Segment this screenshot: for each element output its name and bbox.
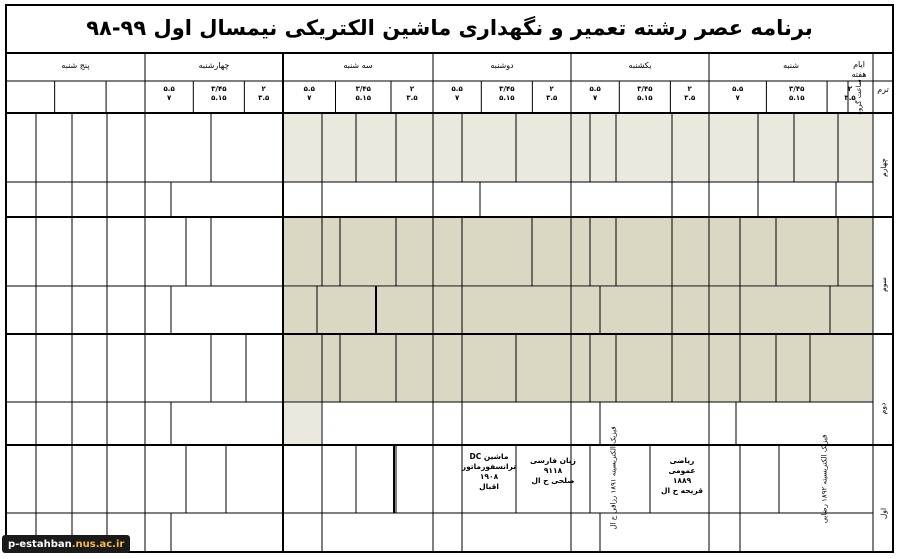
time-slot-label: ۳/۴۵ ۵.۱۵ — [211, 85, 227, 102]
course-cell-sat-b: ریاضی عمومی ۱۸۸۹ قریحه ح ال — [660, 456, 704, 495]
watermark-suffix: .nus.ac.ir — [71, 538, 125, 550]
shade-term4-sat — [709, 114, 873, 182]
watermark-prefix: p-estahban — [8, 538, 72, 550]
time-slot-label: ۵.۵ ۷ — [451, 85, 463, 102]
time-slot-label: ۵.۵ ۷ — [589, 85, 601, 102]
time-slot-label: ۲ ۳.۵ — [546, 85, 558, 102]
time-slot-label: ۵.۵ ۷ — [732, 85, 744, 102]
term-label: دوم — [878, 402, 888, 414]
time-slot-label: ۲ ۳.۵ — [684, 85, 696, 102]
time-slot-label: ۳/۴۵ ۵.۱۵ — [499, 85, 515, 102]
term-label: سوم — [878, 276, 888, 292]
shade-term3-b — [283, 287, 873, 334]
time-slot-label: ۵.۵ ۷ — [163, 85, 175, 102]
shade-term4-tue — [283, 114, 433, 182]
day-header: چهارشنبه — [198, 61, 230, 70]
watermark-badge — [2, 535, 130, 553]
time-slot-label: ۳/۴۵ ۵.۱۵ — [637, 85, 653, 102]
course-cell-sat-a: فیزیک الکتریسیته ۱۸۹۲ رضایی — [819, 434, 828, 524]
page-title: برنامه عصر رشته تعمیر و نگهداری ماشین الکتریکی نیمسال اول ۹۹-۹۸ — [5, 4, 894, 54]
time-slot-label: ۲ ۳.۵ — [844, 85, 856, 102]
shade-term2-a — [283, 335, 873, 402]
day-header: یکشنبه — [628, 61, 652, 70]
corner-term-label: ترم — [877, 85, 889, 94]
day-header: دوشنبه — [490, 61, 514, 70]
shade-term3-a — [283, 218, 873, 286]
day-header: شنبه — [783, 61, 799, 70]
term-label: اول — [878, 507, 888, 519]
time-slot-label: ۵.۵ ۷ — [303, 85, 315, 102]
term-label: چهارم — [878, 157, 888, 177]
corner-group-label: ساعت گروه — [854, 79, 863, 115]
corner-days-label: ایام هفته — [851, 60, 867, 79]
course-cell-sun-a: فیزیک الکتریسیته ۱۸۹۱ رزاقی ح ال — [609, 426, 618, 530]
day-header: سه شنبه — [343, 61, 373, 70]
course-cell-mon-b: ماشین DC ترانسفورماتور ۱۹۰۸ اقبال — [461, 452, 516, 491]
shade-term2-b — [283, 403, 321, 445]
time-slot-label: ۳/۴۵ ۵.۱۵ — [355, 85, 371, 102]
time-slot-label: ۲ ۳.۵ — [406, 85, 418, 102]
time-slot-label: ۲ ۳.۵ — [258, 85, 270, 102]
course-cell-mon-a: زبان فارسی ۹۱۱۸ صلحی ح ال — [530, 456, 576, 485]
time-slot-label: ۳/۴۵ ۵.۱۵ — [788, 85, 805, 102]
day-header: پنج شنبه — [61, 61, 90, 70]
